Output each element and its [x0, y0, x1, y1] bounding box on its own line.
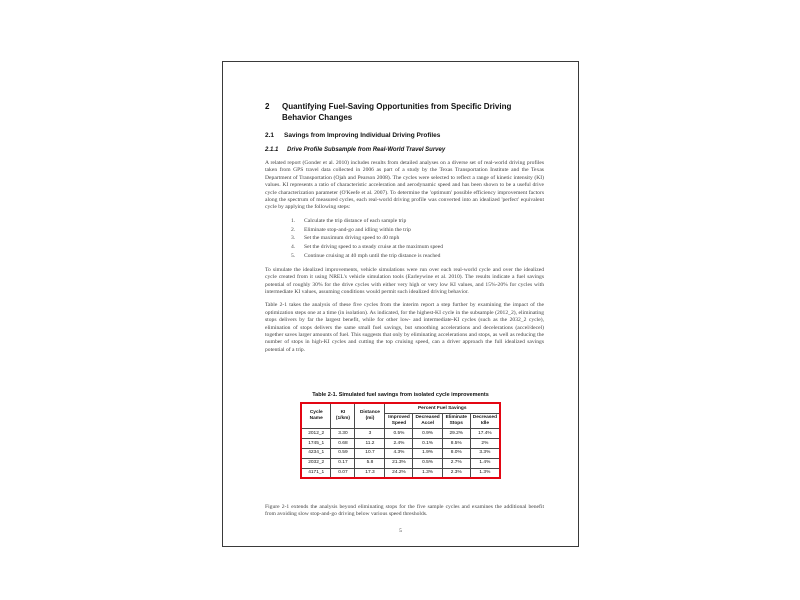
subsubsection-title: Drive Profile Subsample from Real-World Travel Survey [287, 147, 446, 153]
cell: 4171_1 [301, 468, 331, 478]
document-page [222, 61, 579, 547]
table-row [301, 439, 500, 449]
cell: 8.0% [442, 448, 470, 458]
cell: 4.3% [385, 448, 413, 458]
paragraph-table-discussion: Table 2-1 takes the analysis of these five cycles from the interim report a step further by examining the impact of the optimization steps one at a time (in isolation). As indicated, for the highest-KI cycle in the subsample (2012_2), eliminating stops delivers by far the largest benefit, while for other low- and intermediate-KI cycles (such as the 2032_2 cycle), elimination of stops delivers the same small fuel savings, but smoothing accelerations and decelerations (accel/decel) together saves larger amounts of fuel. This suggests that only by eliminating accelerations and stops, as well as reducing the number of stops in high-KI cycles and cutting the top cruising speed, can a driver approach the full idealized savings potential of a trip. [265, 302, 544, 353]
cell: 1.3% [470, 468, 500, 478]
section-number: 2 [265, 102, 270, 111]
cell: 24.2% [385, 468, 413, 478]
cell: 0.17 [331, 458, 355, 468]
cell: 10.7 [355, 448, 385, 458]
col-header-distance: Distance (mi) [355, 403, 385, 429]
cell: 29.2% [442, 429, 470, 439]
paragraph-simulation-results: To simulate the idealized improvements, vehicle simulations were run over each real-world cycle and over the idealized cycle created from it using NREL's vehicle simulation tools (Earleywine et al. 2010). The results indicate a fuel savings potential of roughly 30% for the drive cycles with either very high or very low KI values, and 15%-20% for cycles with intermediate KI values, assuming conditions would permit such idealized driving behavior. [265, 266, 544, 296]
col-header-group-percent-fuel-savings: Percent Fuel Savings [385, 403, 500, 413]
list-item-text: Set the maximum driving speed to 40 mph [304, 235, 400, 242]
cell: 2.4% [385, 439, 413, 449]
col-header-decreased-accel: Decreased Accel [413, 413, 442, 429]
list-item-number: 3. [291, 235, 296, 242]
list-item-text: Calculate the trip distance of each sample trip [304, 217, 407, 224]
list-item [291, 226, 544, 235]
cell: 1745_1 [301, 439, 331, 449]
cell: 2012_2 [301, 429, 331, 439]
list-item-number: 5. [291, 253, 296, 260]
cell: 21.3% [385, 458, 413, 468]
idealization-steps-list [291, 217, 544, 261]
col-header-improved-speed: Improved Speed [385, 413, 413, 429]
cell: 5.8 [355, 458, 385, 468]
cell: 0.07 [331, 468, 355, 478]
col-header-ki: KI (1/km) [331, 403, 355, 429]
cell: 0.1% [413, 439, 442, 449]
subsubsection-heading [265, 146, 544, 154]
cell: 11.2 [355, 439, 385, 449]
col-header-decreased-idle: Decreased Idle [470, 413, 500, 429]
cell: 2.7% [442, 458, 470, 468]
cell: 1.3% [413, 468, 442, 478]
subsubsection-number: 2.1.1 [265, 147, 279, 153]
cell: 2.3% [442, 468, 470, 478]
list-item-text: Continue cruising at 40 mph until the trip distance is reached [304, 253, 441, 260]
paragraph-figure-reference: Figure 2-1 extends the analysis beyond eliminating stops for the five sample cycles and examines the additional benefit from avoiding slow stop-and-go driving below various speed thresholds. [265, 504, 544, 518]
section-title-line2: Behavior Changes [282, 112, 353, 122]
list-item [291, 217, 544, 226]
cell: 17.3 [355, 468, 385, 478]
table-header-row-1 [301, 403, 500, 413]
cell: 2% [470, 439, 500, 449]
cell: 3 [355, 429, 385, 439]
page-number: 5 [399, 528, 402, 534]
table-caption: Table 2-1. Simulated fuel savings from isolated cycle improvements [312, 392, 489, 398]
cell: 0.68 [331, 439, 355, 449]
cell: 3.3% [470, 448, 500, 458]
cell: 1.4% [470, 458, 500, 468]
cell: 2032_2 [301, 458, 331, 468]
table-row [301, 458, 500, 468]
cell: 0.9% [413, 429, 442, 439]
cell: 0.59 [331, 448, 355, 458]
list-item [291, 243, 544, 252]
cell: 3.30 [331, 429, 355, 439]
section-title [282, 102, 511, 123]
section-title-line1: Quantifying Fuel-Saving Opportunities from Specific Driving [282, 102, 512, 111]
subsection-title: Savings from Improving Individual Driving Profiles [284, 132, 441, 139]
col-header-eliminate-stops: Eliminate Stops [442, 413, 470, 429]
list-item-number: 2. [291, 226, 296, 233]
table-row [301, 448, 500, 458]
list-item-number: 4. [291, 244, 296, 251]
list-item [291, 252, 544, 261]
table-row [301, 468, 500, 478]
paragraph-intro: A related report (Gonder et al. 2010) includes results from detailed analyses on a diverse set of real-world driving profiles taken from GPS travel data collected in 2006 as part of a study by the Texas Transportation Institute and the Texas Department of Transportation (Ojah and Pearson 2008). The cycles were selected to reflect a range of kinetic intensity (KI) values. KI represents a ratio of characteristic acceleration and aerodynamic speed and has been shown to be a useful drive cycle characterization parameter (O'Keefe et al. 2007). To determine the 'optimum' possible efficiency improvement factors along the spectrum of measured cycles, each real-world driving profile was converted into an idealized 'perfect' equivalent cycle by applying the following steps: [265, 160, 544, 211]
col-header-cycle-name: Cycle Name [301, 403, 331, 429]
list-item-text: Eliminate stop-and-go and idling within the trip [304, 226, 411, 233]
cell: 17.4% [470, 429, 500, 439]
section-heading [265, 102, 544, 123]
list-item-text: Set the driving speed to a steady cruise at the maximum speed [304, 244, 444, 251]
subsection-number: 2.1 [265, 132, 275, 139]
list-item-number: 1. [291, 217, 296, 224]
cell: 0.5% [413, 458, 442, 468]
table-row [301, 429, 500, 439]
cell: 4234_1 [301, 448, 331, 458]
list-item [291, 234, 544, 243]
subsection-heading [265, 132, 544, 140]
fuel-savings-table [300, 402, 501, 479]
table-block [223, 392, 578, 479]
cell: 1.9% [413, 448, 442, 458]
cell: 0.5% [385, 429, 413, 439]
cell: 8.5% [442, 439, 470, 449]
